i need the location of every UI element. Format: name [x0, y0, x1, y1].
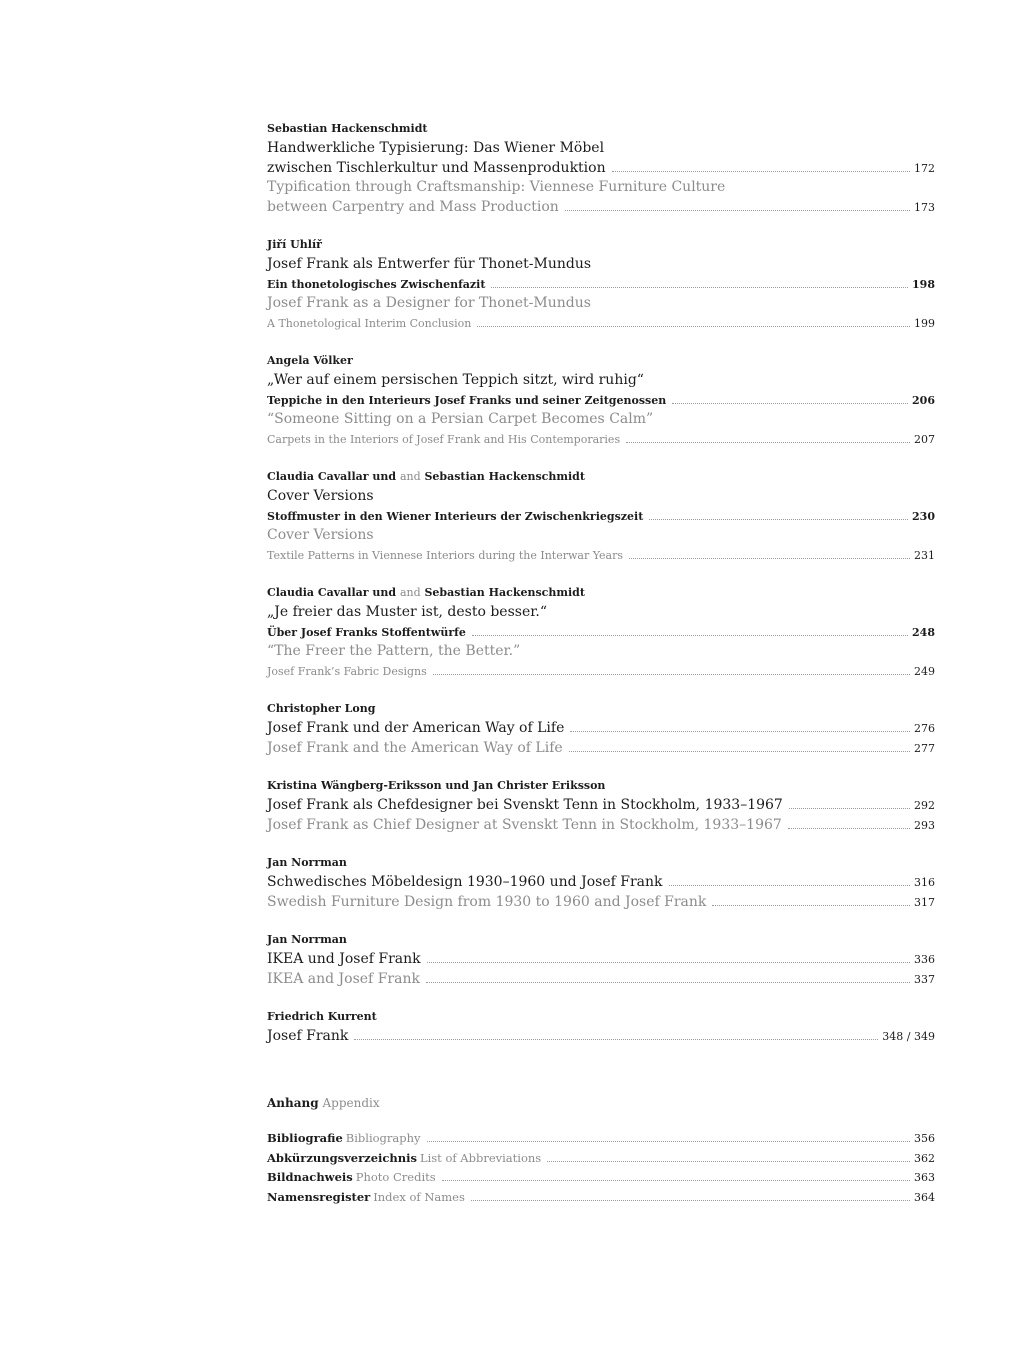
entry-author: Jan Norrman	[267, 933, 347, 946]
entry-title-en: IKEA and Josef Frank	[267, 970, 420, 987]
entry-title-de-line[interactable]	[267, 159, 935, 179]
entry-title-de-line[interactable]	[267, 719, 935, 739]
page-number: 356	[914, 1132, 935, 1145]
dot-leader	[354, 1039, 878, 1040]
dot-leader	[629, 558, 910, 559]
entry-title-en: Josef Frank as a Designer for Thonet-Mundus	[267, 295, 591, 311]
page-number: 364	[914, 1190, 935, 1204]
entry-subtitle-en: Textile Patterns in Viennese Interiors during the Interwar Years	[267, 548, 623, 562]
entry-title-de: „Wer auf einem persischen Teppich sitzt, wird ruhig“	[267, 372, 644, 388]
toc-entry	[267, 1009, 935, 1047]
entry-title-de: Cover Versions	[267, 488, 374, 504]
entry-subtitle-en-line[interactable]	[267, 546, 935, 566]
entry-subtitle-de: Teppiche in den Interieurs Josef Franks und seiner Zeitgenossen	[267, 393, 667, 407]
dot-leader	[491, 287, 908, 288]
entry-author-1: Claudia Cavallar und	[267, 586, 397, 599]
toc-entry	[267, 121, 935, 217]
page-number: 293	[914, 818, 935, 832]
dot-leader	[626, 442, 910, 443]
entry-title-en-line[interactable]	[267, 198, 935, 218]
toc-entry	[267, 932, 935, 989]
page-number: 248	[912, 625, 935, 639]
appendix-item-de: Namensregister	[267, 1189, 371, 1204]
entry-author-2: Sebastian Hackenschmidt	[424, 470, 585, 483]
page-number: 199	[914, 316, 935, 330]
page-number: 292	[914, 799, 935, 812]
entry-subtitle-en: Carpets in the Interiors of Josef Frank and His Contemporaries	[267, 432, 621, 446]
entry-title-de-line[interactable]	[267, 1027, 935, 1047]
appendix-heading-de: Anhang	[267, 1096, 319, 1110]
page-number: 362	[914, 1151, 935, 1165]
page-number: 363	[914, 1171, 935, 1184]
entry-title-de-line[interactable]	[267, 796, 935, 816]
dot-leader	[442, 1180, 910, 1181]
page-number: 336	[914, 953, 935, 966]
entry-subtitle-de: Über Josef Franks Stoffentwürfe	[267, 625, 466, 639]
entry-title-de: IKEA und Josef Frank	[267, 951, 421, 967]
entry-title-en: Josef Frank as Chief Designer at Svenskt Tenn in Stockholm, 1933–1967	[267, 816, 782, 833]
entry-title-en: Josef Frank and the American Way of Life	[267, 739, 563, 756]
page-number: 198	[912, 277, 935, 291]
entry-subtitle-de-line[interactable]	[267, 275, 935, 295]
page-number: 231	[914, 548, 935, 562]
entry-title-de: „Je freier das Muster ist, desto besser.“	[267, 604, 547, 620]
appendix-item-de: Bildnachweis	[267, 1170, 353, 1184]
entry-title-en: “The Freer the Pattern, the Better.”	[267, 643, 521, 659]
page-number: 277	[914, 741, 935, 755]
dot-leader	[471, 1200, 910, 1201]
entry-title-de: Josef Frank und der American Way of Life	[267, 720, 565, 736]
entry-subtitle-de: Stoffmuster in den Wiener Interieurs der Zwischenkriegszeit	[267, 509, 644, 523]
entry-author-and-en: and	[399, 470, 421, 483]
entry-subtitle-en-line[interactable]	[267, 430, 935, 450]
dot-leader	[672, 403, 908, 404]
page-number: 348 / 349	[882, 1030, 935, 1043]
toc-entry	[267, 855, 935, 912]
dot-leader	[477, 326, 910, 327]
entry-author	[267, 585, 935, 600]
dot-leader	[569, 751, 910, 752]
entry-title-de-line[interactable]	[267, 950, 935, 970]
toc-entry	[267, 585, 935, 681]
page-number: 172	[914, 161, 935, 175]
entry-title-en-line[interactable]	[267, 739, 935, 759]
entry-title-de: Josef Frank als Entwerfer für Thonet-Mundus	[267, 256, 592, 272]
entry-title-de: Handwerkliche Typisierung: Das Wiener Möbel	[267, 140, 605, 156]
dot-leader	[427, 1141, 910, 1142]
dot-leader	[788, 828, 910, 829]
entry-author: Christopher Long	[267, 702, 376, 715]
appendix-item-de: Abkürzungsverzeichnis	[267, 1150, 417, 1165]
entry-title-en-line[interactable]	[267, 893, 935, 913]
toc-entry	[267, 778, 935, 835]
toc-entry	[267, 237, 935, 333]
entry-subtitle-en: Josef Frank’s Fabric Designs	[267, 664, 427, 678]
entry-author: Sebastian Hackenschmidt	[267, 122, 428, 135]
entry-author: Jan Norrman	[267, 856, 347, 869]
toc-entry	[267, 353, 935, 449]
appendix-item[interactable]	[267, 1168, 935, 1188]
entry-author-2: Sebastian Hackenschmidt	[424, 586, 585, 599]
dot-leader	[612, 171, 910, 172]
appendix-item-en: Index of Names	[373, 1189, 465, 1204]
appendix-item[interactable]	[267, 1129, 935, 1149]
appendix-item-en: Photo Credits	[355, 1170, 436, 1184]
entry-subtitle-de-line[interactable]	[267, 507, 935, 527]
entry-author: Jiří Uhlíř	[267, 238, 322, 251]
entry-subtitle-en: A Thonetological Interim Conclusion	[267, 316, 472, 330]
page-number: 249	[914, 664, 935, 678]
appendix-item[interactable]	[267, 1149, 935, 1169]
toc-entry	[267, 469, 935, 565]
dot-leader	[427, 962, 910, 963]
dot-leader	[565, 210, 910, 211]
entry-title-en: “Someone Sitting on a Persian Carpet Becomes Calm”	[267, 411, 654, 427]
entry-title-de: Josef Frank als Chefdesigner bei Svenskt Tenn in Stockholm, 1933–1967	[267, 797, 783, 813]
page-number: 317	[914, 895, 935, 909]
page-number: 230	[912, 509, 935, 523]
appendix-item-de: Bibliografie	[267, 1131, 343, 1145]
entry-title-de: Josef Frank	[267, 1028, 349, 1044]
dot-leader	[712, 905, 910, 906]
entry-title-en-line[interactable]	[267, 970, 935, 990]
entry-subtitle-en-line[interactable]	[267, 314, 935, 334]
entry-title-de: Schwedisches Möbeldesign 1930–1960 und Josef Frank	[267, 874, 663, 890]
entry-author-and-en: and	[399, 586, 421, 599]
appendix-item[interactable]	[267, 1188, 935, 1208]
entry-title-de-line[interactable]	[267, 873, 935, 893]
entry-subtitle-de-line[interactable]	[267, 623, 935, 643]
appendix-item-en: List of Abbreviations	[419, 1150, 542, 1165]
dot-leader	[789, 808, 910, 809]
dot-leader	[570, 731, 910, 732]
page-number: 337	[914, 972, 935, 986]
entry-subtitle-en-line[interactable]	[267, 662, 935, 682]
entry-author: Angela Völker	[267, 354, 353, 367]
entry-title-en: Swedish Furniture Design from 1930 to 1960 and Josef Frank	[267, 893, 707, 910]
appendix-heading	[267, 1096, 935, 1110]
appendix-section	[267, 1096, 935, 1207]
entry-title-en: Typification through Craftsmanship: Viennese Furniture Culture	[267, 179, 726, 195]
appendix-item-en: Bibliography	[345, 1131, 421, 1145]
entry-author	[267, 469, 935, 484]
page-number: 206	[912, 393, 935, 407]
dot-leader	[649, 519, 908, 520]
entry-author-1: Claudia Cavallar und	[267, 470, 397, 483]
entry-title-de: zwischen Tischlerkultur und Massenproduktion	[267, 159, 606, 176]
table-of-contents	[267, 121, 935, 1067]
dot-leader	[472, 635, 908, 636]
entry-author: Friedrich Kurrent	[267, 1010, 377, 1023]
toc-entry	[267, 701, 935, 758]
entry-subtitle-de-line[interactable]	[267, 391, 935, 411]
page-number: 173	[914, 200, 935, 214]
dot-leader	[669, 885, 911, 886]
dot-leader	[433, 674, 910, 675]
entry-title-en: between Carpentry and Mass Production	[267, 198, 559, 215]
page-number: 207	[914, 432, 935, 446]
entry-subtitle-de: Ein thonetologisches Zwischenfazit	[267, 277, 486, 291]
page-number: 316	[914, 876, 935, 889]
entry-title-en-line[interactable]	[267, 816, 935, 836]
entry-title-en: Cover Versions	[267, 527, 374, 543]
entry-author: Kristina Wängberg-Eriksson und Jan Christer Eriksson	[267, 779, 606, 792]
page-number: 276	[914, 722, 935, 735]
appendix-heading-en: Appendix	[322, 1096, 380, 1110]
dot-leader	[426, 982, 910, 983]
dot-leader	[547, 1161, 910, 1162]
